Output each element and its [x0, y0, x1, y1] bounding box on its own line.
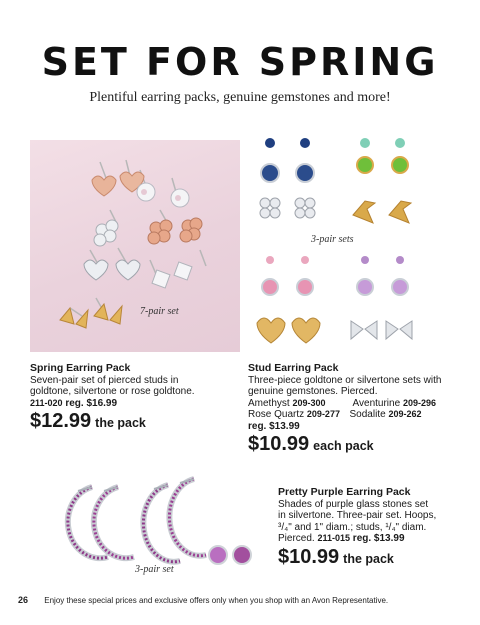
spring-pack-reg-price: reg. $16.99	[65, 397, 118, 409]
spring-earring-photo	[30, 140, 240, 352]
variant-code: 209-262	[388, 409, 422, 419]
purple-pack-caption: 3-pair set	[135, 564, 174, 575]
stud-pack-price-unit: each pack	[313, 439, 374, 453]
purple-pack-price-value: $10.99	[278, 545, 340, 568]
purple-pack-desc-3: ³/₄" and 1" diam.; studs, ¹/₄" diam.	[278, 521, 427, 533]
variant-code: 209-300	[292, 397, 326, 408]
variant-name: Sodalite	[349, 409, 386, 420]
stud-pack-price	[248, 433, 468, 457]
stud-pack-desc-2: genuine gemstones. Pierced.	[248, 386, 378, 397]
purple-pack-price	[278, 546, 468, 570]
page-number: 26	[18, 595, 29, 605]
stud-pack-reg-price: reg. $13.99	[248, 420, 300, 432]
purple-pack-desc-2: in silvertone. Three-pair set. Hoops,	[278, 510, 437, 521]
purple-pack-reg-price: reg. $13.99	[352, 533, 405, 544]
variant-name: Amethyst	[248, 397, 290, 409]
page-subtitle: Plentiful earring packs, genuine gemstones and more!	[89, 90, 391, 105]
page-title: SET FOR SPRING	[41, 40, 439, 84]
spring-pack-info	[30, 363, 240, 434]
footer-disclaimer: Enjoy these special prices and exclusive offers only when you shop with an Avon Representative.	[44, 596, 389, 605]
purple-pack-price-unit: the pack	[343, 551, 394, 566]
spring-pack-price-unit: the pack	[95, 416, 146, 430]
spring-pack-code: 211-020	[30, 397, 63, 408]
variant-name: Rose Quartz	[248, 409, 305, 420]
stud-pack-price-value: $10.99	[248, 433, 310, 455]
stud-pack-name: Stud Earring Pack	[248, 362, 339, 374]
spring-pack-price-value: $12.99	[30, 410, 92, 432]
spring-pack-name: Spring Earring Pack	[30, 362, 131, 374]
stud-pack-desc-1: Three-piece goldtone or silvertone sets with	[248, 374, 442, 386]
purple-hoops-illustration	[30, 465, 270, 580]
purple-pack-name: Pretty Purple Earring Pack	[278, 486, 411, 498]
purple-pack-code: 211-015	[317, 533, 351, 543]
stud-pack-caption: 3-pair sets	[311, 234, 354, 245]
spring-earrings-illustration	[30, 140, 240, 352]
purple-pack-info	[278, 487, 468, 570]
spring-pack-caption: 7-pair set	[140, 306, 179, 317]
page-footer	[18, 595, 388, 605]
purple-pack-desc-1: Shades of purple glass stones set	[278, 498, 429, 510]
spring-pack-price	[30, 410, 240, 434]
variant-name: Aventurine	[352, 397, 401, 409]
variant-code: 209-277	[306, 409, 340, 419]
spring-pack-desc-2: goldtone, silvertone or rose goldtone.	[30, 386, 195, 397]
variant-code: 209-296	[402, 397, 436, 408]
purple-pack-desc-4: Pierced.	[278, 533, 315, 544]
stud-pack-info	[248, 363, 468, 457]
spring-pack-desc-1: Seven-pair set of pierced studs in	[30, 374, 179, 386]
